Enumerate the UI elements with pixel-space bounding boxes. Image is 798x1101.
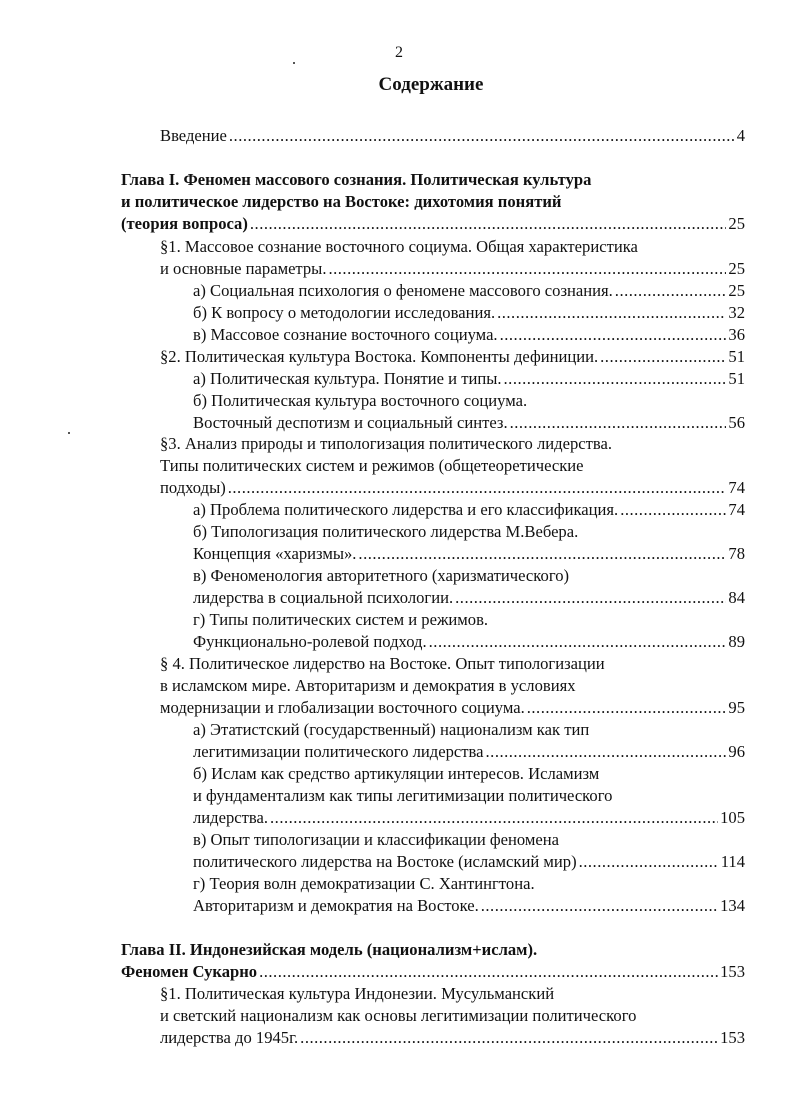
entry-page: 25 — [728, 281, 745, 300]
dot-leader — [486, 741, 727, 763]
entry-page: 56 — [728, 413, 745, 432]
entry-text: Феномен Сукарно — [121, 962, 258, 981]
toc-entry-section[interactable] — [160, 697, 745, 719]
dot-leader — [455, 587, 726, 609]
dot-leader — [228, 477, 727, 499]
subsection-heading[interactable]: в) Опыт типологизации и классификации феномена — [193, 830, 560, 849]
dot-leader — [481, 895, 718, 917]
dot-leader — [620, 499, 726, 521]
entry-page: 25 — [728, 259, 745, 278]
entry-text: Авторитаризм и демократия на Востоке. — [193, 896, 479, 915]
toc-entry-subsection[interactable] — [193, 895, 745, 917]
dot-leader — [250, 213, 727, 235]
entry-page: 51 — [728, 369, 745, 388]
entry-text: §2. Политическая культура Востока. Компоненты дефиниции. — [160, 347, 599, 366]
toc-entry-subsection[interactable] — [193, 543, 745, 565]
dot-leader — [300, 1027, 718, 1049]
page-number: 2 — [395, 44, 403, 61]
subsection-heading[interactable]: б) Политическая культура восточного социума. — [193, 391, 528, 410]
dot-leader — [600, 346, 726, 368]
toc-title: Содержание — [378, 74, 484, 95]
section-heading[interactable]: §1. Политическая культура Индонезии. Мусульманский — [160, 984, 555, 1003]
entry-text: Функционально-ролевой подход. — [193, 632, 427, 651]
dot-leader — [579, 851, 719, 873]
toc-entry-subsection[interactable] — [193, 587, 745, 609]
entry-page: 153 — [720, 1028, 745, 1047]
toc-entry-section[interactable] — [160, 346, 745, 368]
toc-entry-section[interactable] — [160, 477, 745, 499]
chapter-1-heading[interactable]: и политическое лидерство на Востоке: дихотомия понятий — [121, 192, 562, 211]
entry-page: 96 — [728, 742, 745, 761]
entry-text: лидерства в социальной психологии. — [193, 588, 454, 607]
toc-entry-subsection[interactable] — [193, 807, 745, 829]
entry-page: 25 — [728, 214, 745, 233]
entry-page: 134 — [720, 896, 745, 915]
subsection-heading[interactable]: г) Теория волн демократизации С. Хантингтона. — [193, 874, 535, 893]
entry-page: 51 — [728, 347, 745, 366]
entry-page: 78 — [728, 544, 745, 563]
chapter-2-heading[interactable]: Глава II. Индонезийская модель (национализм+ислам). — [121, 940, 538, 959]
section-heading[interactable]: и светский национализм как основы легитимизации политического — [160, 1006, 637, 1025]
toc-entry-subsection[interactable] — [193, 851, 745, 873]
subsection-heading[interactable]: в) Феноменология авторитетного (харизматического) — [193, 566, 570, 585]
subsection-heading[interactable]: а) Этатистский (государственный) национализм как тип — [193, 720, 590, 739]
entry-page: 95 — [728, 698, 745, 717]
dot-leader — [510, 412, 727, 434]
subsection-heading[interactable]: г) Типы политических систем и режимов. — [193, 610, 489, 629]
entry-page: 74 — [728, 478, 745, 497]
entry-text: Концепция «харизмы». — [193, 544, 357, 563]
chapter-1-heading[interactable]: Глава I. Феномен массового сознания. Политическая культура — [121, 170, 592, 189]
entry-text: а) Социальная психология о феномене массового сознания. — [193, 281, 613, 300]
entry-page: 4 — [736, 126, 745, 145]
subsection-heading[interactable]: и фундаментализм как типы легитимизации политического — [193, 786, 613, 805]
entry-text: Восточный деспотизм и социальный синтез. — [193, 413, 508, 432]
entry-page: 32 — [728, 303, 745, 322]
entry-text: легитимизации политического лидерства — [193, 742, 484, 761]
section-heading[interactable]: Типы политических систем и режимов (общетеоретические — [160, 456, 584, 475]
entry-text: лидерства до 1945г. — [160, 1028, 299, 1047]
toc-entry-introduction[interactable] — [160, 125, 745, 147]
scan-speck — [293, 62, 295, 64]
entry-page: 84 — [728, 588, 745, 607]
section-heading[interactable]: §3. Анализ природы и типологизация политического лидерства. — [160, 434, 612, 453]
entry-text: в) Массовое сознание восточного социума. — [193, 325, 498, 344]
toc-entry-section[interactable] — [160, 1027, 745, 1049]
toc-entry-subsection[interactable] — [193, 324, 745, 346]
toc-entry-chapter-2[interactable] — [121, 961, 745, 983]
toc-entry-subsection[interactable] — [193, 280, 745, 302]
entry-text: лидерства. — [193, 808, 269, 827]
entry-text: модернизации и глобализации восточного социума. — [160, 698, 525, 717]
entry-text: а) Проблема политического лидерства и его классификация. — [193, 500, 619, 519]
section-heading[interactable]: в исламском мире. Авторитаризм и демократия в условиях — [160, 676, 576, 695]
section-heading[interactable]: §1. Массовое сознание восточного социума. Общая характеристика — [160, 237, 638, 256]
entry-page: 153 — [720, 962, 745, 981]
dot-leader — [504, 368, 727, 390]
dot-leader — [527, 697, 727, 719]
entry-text: а) Политическая культура. Понятие и типы. — [193, 369, 502, 388]
entry-page: 36 — [728, 325, 745, 344]
entry-text: подходы) — [160, 478, 226, 497]
toc-entry-subsection[interactable] — [193, 368, 745, 390]
toc-entry-subsection[interactable] — [193, 302, 745, 324]
dot-leader — [270, 807, 718, 829]
dot-leader — [497, 302, 726, 324]
toc-entry-subsection[interactable] — [193, 412, 745, 434]
dot-leader — [429, 631, 727, 653]
dot-leader — [328, 258, 726, 280]
entry-text: (теория вопроса) — [121, 214, 248, 233]
entry-page: 74 — [728, 500, 745, 519]
entry-page: 114 — [720, 852, 745, 871]
toc-entry-subsection[interactable] — [193, 499, 745, 521]
scan-speck — [68, 432, 70, 434]
entry-text: и основные параметры. — [160, 259, 327, 278]
entry-page: 89 — [728, 632, 745, 651]
subsection-heading[interactable]: б) Ислам как средство артикуляции интересов. Исламизм — [193, 764, 600, 783]
dot-leader — [358, 543, 726, 565]
dot-leader — [615, 280, 727, 302]
toc-entry-subsection[interactable] — [193, 741, 745, 763]
entry-page: 105 — [720, 808, 745, 827]
dot-leader — [229, 125, 735, 147]
entry-text: Введение — [160, 126, 227, 145]
toc-entry-chapter-1[interactable] — [121, 213, 745, 235]
toc-entry-subsection[interactable] — [193, 631, 745, 653]
dot-leader — [259, 961, 718, 983]
subsection-heading[interactable]: б) Типологизация политического лидерства М.Вебера. — [193, 522, 579, 541]
section-heading[interactable]: § 4. Политическое лидерство на Востоке. Опыт типологизации — [160, 654, 605, 673]
entry-text: политического лидерства на Востоке (исламский мир) — [193, 852, 577, 871]
dot-leader — [500, 324, 727, 346]
entry-text: б) К вопросу о методологии исследования. — [193, 303, 496, 322]
toc-entry-section[interactable] — [160, 258, 745, 280]
